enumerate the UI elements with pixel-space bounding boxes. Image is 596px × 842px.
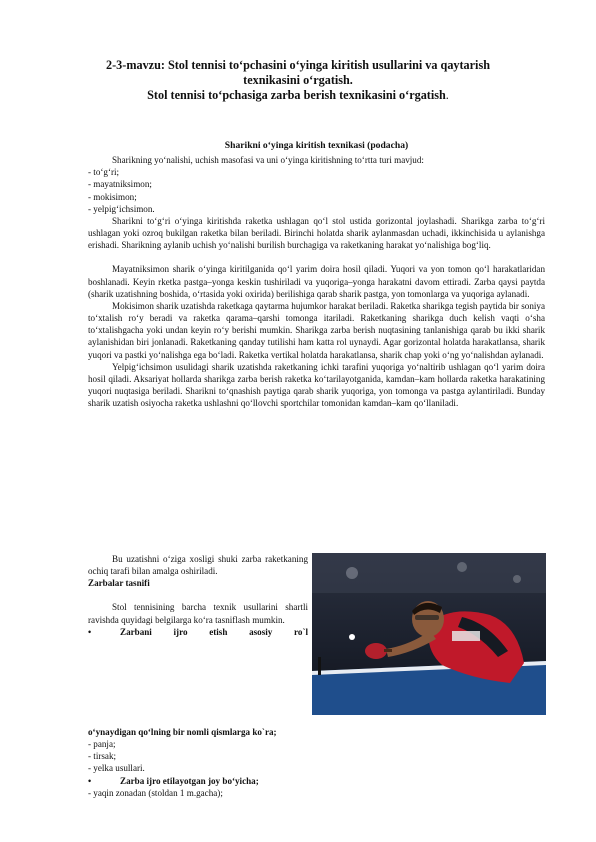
bullet-1-text-b: o‘ynaydigan qo‘lning bir nomli qismlarga ko`ra; [88, 727, 277, 737]
bullet-item [88, 775, 545, 787]
type-item: - mayatniksimon; [88, 179, 152, 190]
list-item: - yelka usullari. [88, 763, 145, 774]
spacer [88, 251, 545, 263]
lower-column [88, 553, 308, 638]
title-line-3 [80, 88, 516, 103]
title-line-3-text: Stol tennisi to‘pchasiga zarba berish texnikasini o‘rgatish [147, 88, 446, 102]
bullet-mark: • [88, 775, 92, 786]
paragraph-1: Sharikni to‘g‘ri o‘yinga kiritishda raketka ushlagan qo‘l stol ustida gorizontal joylashadi. Sharikga zarba to‘g‘ri ushlagan yoki ozroq bukilgan raketka bilan beriladi. Birinchi holatda sharik aylanmasdan uchadi, ikkinchisida u aylanishga erishadi. Sharikning aylanib uchish yo‘nalishi burilish burchagiga va raketkaning harakat yo‘nalishiga bog‘liq. [88, 215, 545, 251]
bullet-item [88, 626, 308, 638]
paragraph-3: Mokisimon sharik uzatishda raketkaga qaytarma hujumkor harakat beriladi. Raketka sharikga tegish paytida bir soniya to‘xtalish ro‘y beradi va raketka qarama–qarshi tomonga itariladi. Raketkaning sharikga duch kelish vaqti o‘sha to‘xtalishgacha yoki undan keyin ro‘y berishi mumkin. Sharikga zarba berish nuqtasining tanlanishiga qarab bu ikki sharik aylanishidan biri jonlanadi. Raketkaning qanday tutilishi ham katta rol uynaydi. Agar gorizontal holatda harakatlansa, sharik yuqori va pastki yo‘nalishga ega bo‘ladi. Raketka vertikal holatda harakatlansa, sharik chap yoki o‘ng yo‘nalishdan aylanadi. [88, 300, 545, 360]
type-item: - to‘g‘ri; [88, 167, 120, 178]
paragraph-6: Stol tennisining barcha texnik usullarini shartli ravishda quyidagi belgilarga ko‘ra tasniflash mumkin. [88, 602, 308, 625]
title-line-3-end: . [445, 88, 449, 102]
table-tennis-photo [312, 553, 546, 715]
list-item: - panja; [88, 739, 116, 750]
type-item: - mokisimon; [88, 191, 137, 202]
classification-heading: Zarbalar tasnifi [88, 578, 150, 589]
title-line-2: texnikasini o‘rgatish. [243, 73, 353, 87]
paragraph-4: Yelpig‘ichsimon usulidagi sharik uzatishda raketkaning ichki tarafini yuqoriga yo‘naltirib ushlagan qo‘l yarim doira hosil qiladi. Aksariyat hollarda sharikga zarba berish raketka ko‘tarilayotganida, kamdan–kam hollarda raketka harakatining yuqori nuqtasiga beriladi. Sharikni to‘qnashish paytiga qarab sharik yuqoriga, yon tomonga va pastga aylantiriladi. Bunday sharik uzatish osiyocha raketka ushlashni qo‘llovchi sportchilar tomonidan kamdan–kam qo‘llaniladi. [88, 361, 545, 409]
document-title [80, 58, 516, 103]
bullet-2-text: Zarba ijro etilayotgan joy bo‘yicha; [120, 775, 259, 786]
table-tennis-player-image [312, 553, 546, 715]
title-line-1: 2-3-mavzu: Stol tennisi to‘pchasini o‘yinga kiritish usullarini va qaytarish [106, 58, 490, 72]
type-item: - yelpig‘ichsimon. [88, 203, 155, 214]
bullet-mark: • [88, 626, 92, 637]
spacer [88, 589, 308, 601]
paragraph-5: Bu uzatishni o‘ziga xosligi shuki zarba raketkaning ochiq tarafi bilan amalga oshiriladi. [88, 554, 308, 577]
bullet-1-text-a: Zarbani ijro etish asosiy ro`l [120, 626, 308, 637]
tail-section [88, 726, 545, 799]
paragraph-2: Mayatniksimon sharik o‘yinga kiritilganida qo‘l yarim doira hosil qiladi. Yuqori va yon tomon qo‘l harakatlaridan boshlanadi. Keyin rketka pastga–yonga keskin tushiriladi va yuqoriga–yonga harakatni davom ettiradi. Zarba qaysi paytda (sharik uzatishning boshida, o‘rtasida yoki oxirida) berilishiga qarab sharik pastga, yon tomonlarga va yuqoriga aylanadi. [88, 264, 545, 299]
section-body [88, 140, 545, 409]
list-item: - tirsak; [88, 751, 117, 762]
intro-paragraph: Sharikning yo‘nalishi, uchish masofasi va uni o‘yinga kiritishning to‘rtta turi mavjud: [112, 155, 424, 166]
list-item: - yaqin zonadan (stoldan 1 m.gacha); [88, 787, 223, 798]
section-heading: Sharikni o‘yinga kiritish texnikasi (podacha) [224, 140, 409, 151]
